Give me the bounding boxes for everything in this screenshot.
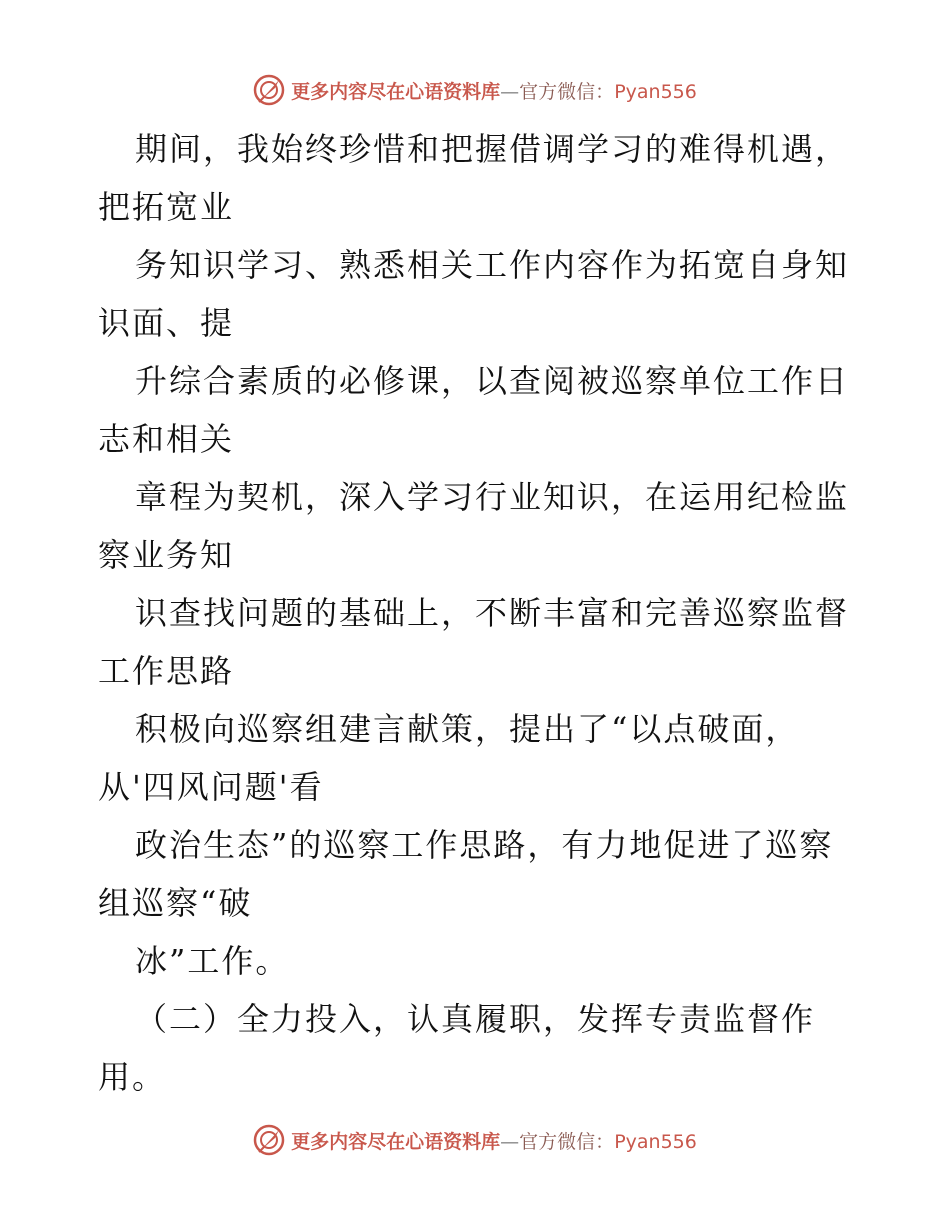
- header-banner: [0, 70, 950, 110]
- body-line: 把拓宽业: [98, 188, 235, 226]
- body-line: 务知识学习、熟悉相关工作内容作为拓宽自身知: [135, 246, 850, 284]
- body-line: 识查找问题的基础上，不断丰富和完善巡察监督: [135, 594, 850, 632]
- quill-logo-icon: [253, 74, 285, 106]
- quill-logo-icon: [253, 1124, 285, 1156]
- body-line: 政治生态”的巡察工作思路，有力地促进了巡察: [135, 826, 834, 864]
- banner-wechat-id: Pyan556: [614, 1130, 697, 1153]
- body-line: 章程为契机，深入学习行业知识，在运用纪检监: [135, 478, 850, 516]
- banner-dash: —: [500, 80, 520, 103]
- banner-wechat-id: Pyan556: [614, 80, 697, 103]
- body-line: 察业务知: [98, 536, 235, 574]
- body-line: 识面、提: [98, 304, 235, 342]
- body-line: 升综合素质的必修课，以查阅被巡察单位工作日: [135, 362, 850, 400]
- footer-banner: [0, 1120, 950, 1160]
- body-line: 组巡察“破: [98, 884, 253, 922]
- body-line: 工作思路: [98, 652, 235, 690]
- banner-text: [291, 1127, 697, 1154]
- body-line: 冰”工作。: [135, 942, 290, 980]
- banner-main-text: 更多内容尽在心语资料库: [291, 1130, 501, 1153]
- banner-text: [291, 77, 697, 104]
- section-heading: （二）全力投入，认真履职，发挥专责监督作: [135, 1000, 816, 1038]
- body-line: 用。: [98, 1058, 167, 1096]
- body-line: 期间，我始终珍惜和把握借调学习的难得机遇，: [135, 130, 850, 168]
- body-line: 积极向巡察组建言献策，提出了“以点破面，: [135, 710, 800, 748]
- banner-wechat-label: 官方微信：: [519, 1130, 615, 1153]
- document-body: [98, 120, 878, 1106]
- body-line: 志和相关: [98, 420, 235, 458]
- body-line: 从'四风问题'看: [98, 768, 324, 806]
- banner-wechat-label: 官方微信：: [519, 80, 615, 103]
- banner-dash: —: [500, 1130, 520, 1153]
- banner-main-text: 更多内容尽在心语资料库: [291, 80, 501, 103]
